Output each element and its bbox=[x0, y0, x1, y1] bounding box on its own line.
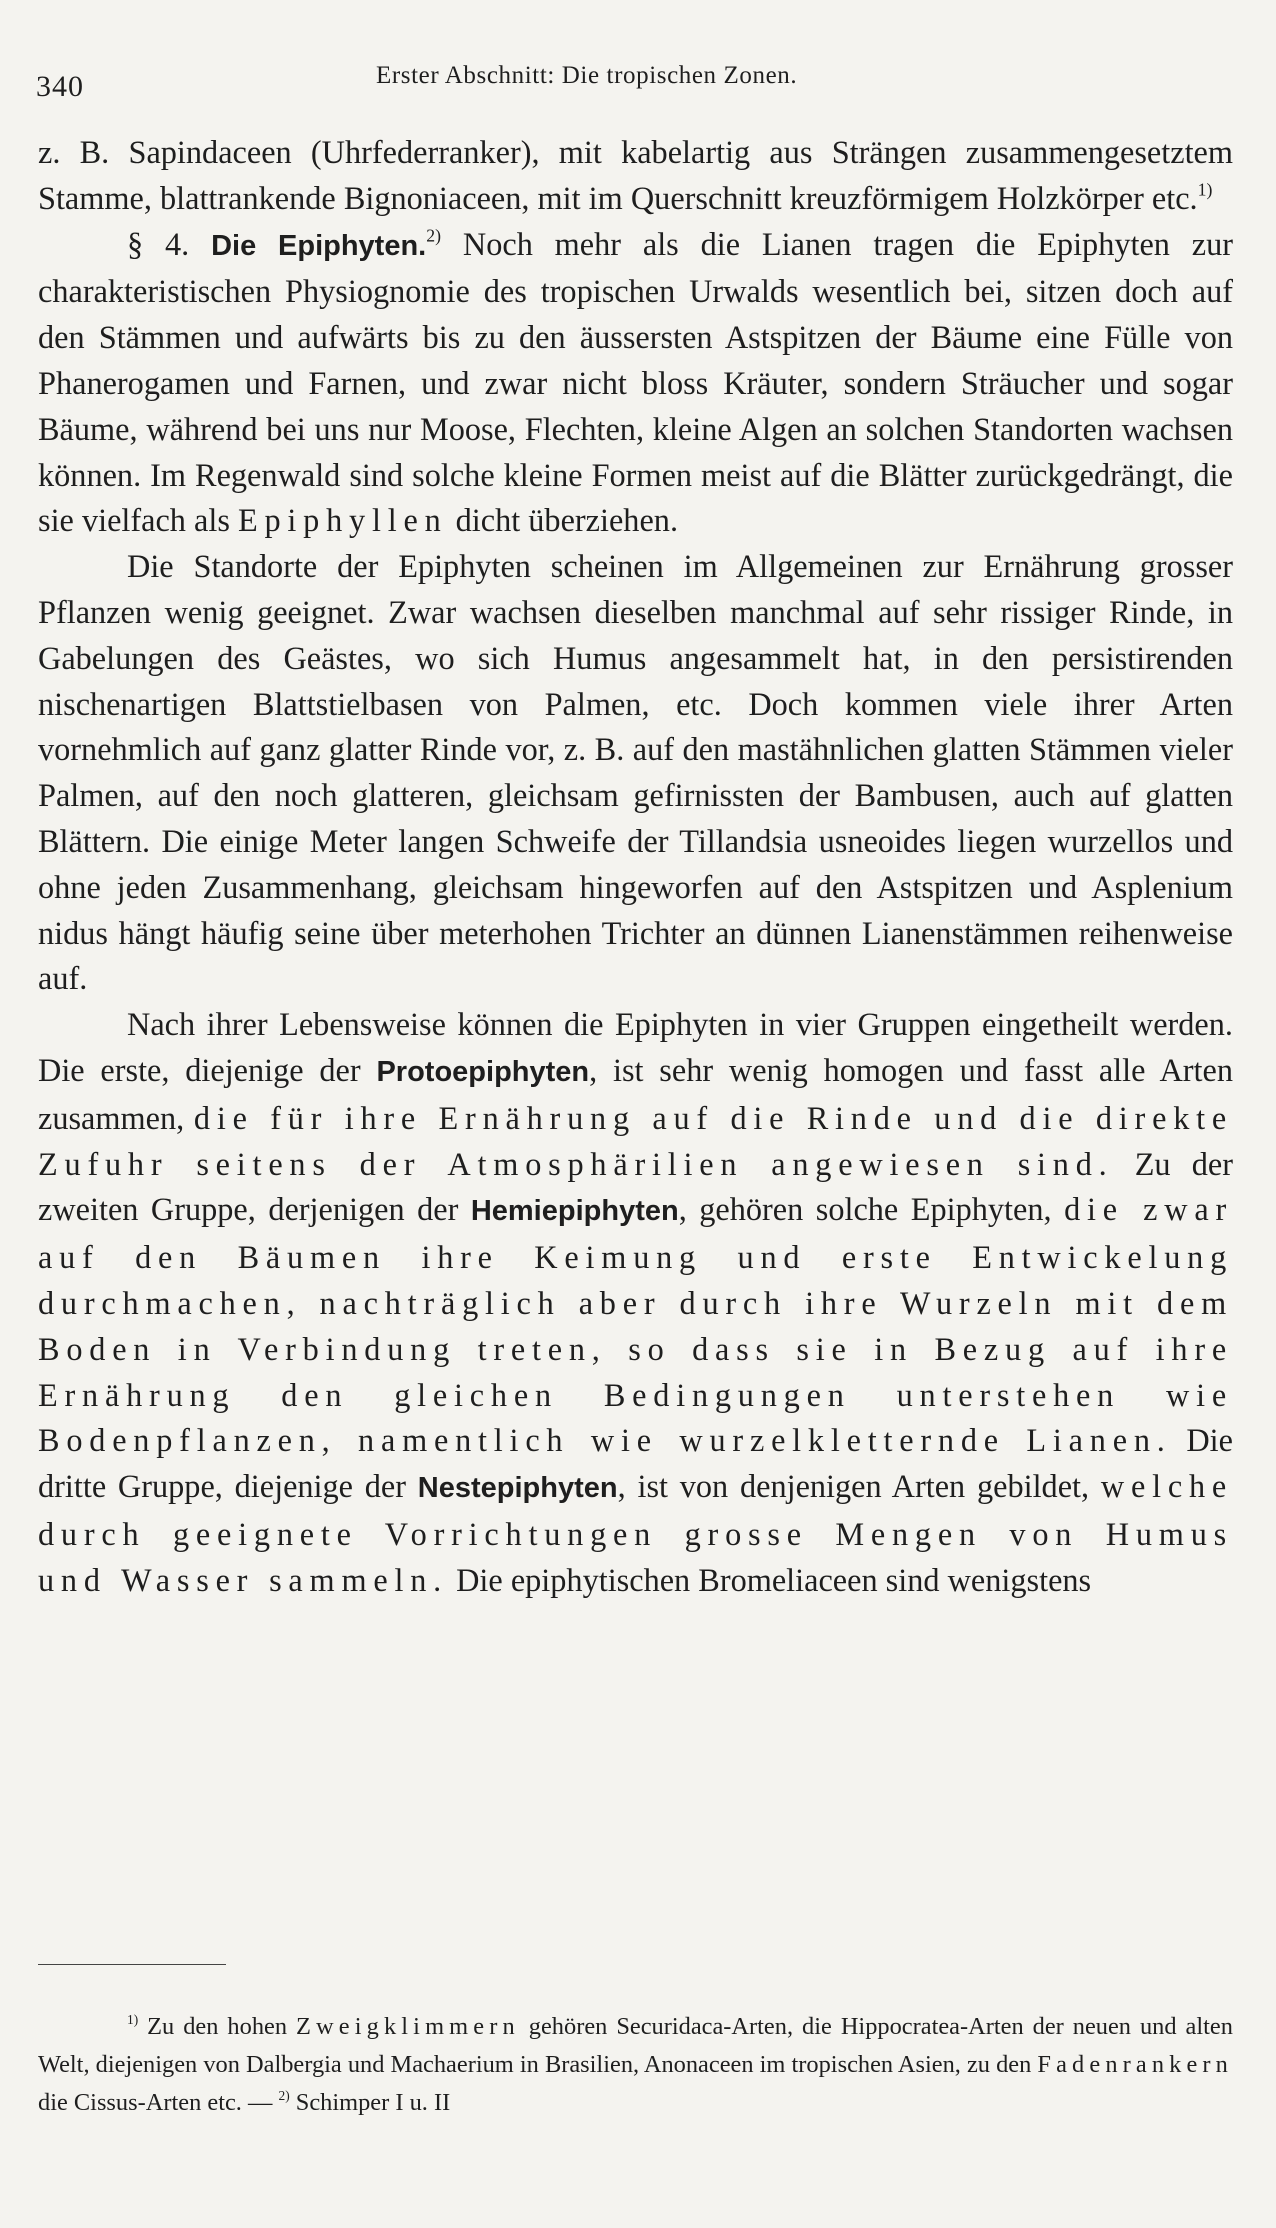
footnotes bbox=[38, 2008, 1233, 2122]
p4-spaced-1: die für ihre Ernährung auf die Rinde und die direkte Zufuhr seitens der Atmosphärilien angewiesen sind. bbox=[38, 1099, 1233, 1182]
footnote-ref-2: 2) bbox=[426, 225, 442, 246]
body-text bbox=[38, 130, 1233, 1604]
term-hemiepiphyten: Hemiepiphyten bbox=[470, 1195, 679, 1228]
p4-text-3: Zu der zweiten Gruppe, derjenigen der bbox=[38, 1145, 1233, 1228]
running-head: Erster Abschnitt: Die tropischen Zonen. bbox=[376, 62, 798, 89]
p4-text-7: Die epiphytischen Bromeliaceen sind wenigstens bbox=[456, 1561, 1092, 1598]
paragraph-2-text-a: Noch mehr als die Lianen tragen die Epiphyten zur charakteristischen Physiognomie des tropischen Urwalds wesentlich bei, sitzen doch auf den Stämmen und aufwärts bis zu den äussersten Astspitzen der Bäume eine Fülle von Phanerogamen und Farnen, und zwar nicht bloss Kräuter, sondern Sträucher und sogar Bäume, während bei uns nur Moose, Flechten, kleine Algen an solchen Standorten wachsen können. Im Regenwald sind solche kleine Formen meist auf die Blätter zurückgedrängt, die sie vielfach als bbox=[38, 225, 1234, 539]
p4-text-2: , ist sehr wenig homogen und fasst alle Arten zusammen, bbox=[38, 1051, 1233, 1136]
paragraph-2 bbox=[38, 222, 1233, 545]
p4-text-4: , gehören solche Epiphyten, bbox=[678, 1191, 1052, 1228]
term-zweigklimmern: Zweigklimmern bbox=[296, 2013, 520, 2040]
paragraph-1-text: z. B. Sapindaceen (Uhrfederranker), mit kabelartig aus Strängen zusammengesetztem Stamme, blattrankende Bignoniaceen, mit im Querschnitt kreuzförmigem Holzkörper etc. bbox=[38, 134, 1233, 216]
footnote-ref-1: 1) bbox=[1197, 179, 1213, 200]
paragraph-4 bbox=[38, 1002, 1233, 1603]
paragraph-3: Die Standorte der Epiphyten scheinen im Allgemeinen zur Ernährung grosser Pflanzen wenig geeignet. Zwar wachsen dieselben manchmal auf sehr rissiger Rinde, in Gabelungen des Geästes, wo sich Humus angesammelt hat, in den persistirenden nischenartigen Blattstielbasen von Palmen, etc. Doch kommen viele ihrer Arten vornehmlich auf ganz glatter Rinde vor, z. B. auf den mastähnlichen glatten Stämmen vieler Palmen, auf den noch glatteren, gleichsam gefirnissten der Bambusen, auch auf glatten Blättern. Die einige Meter langen Schweife der Tillandsia usneoides liegen wurzellos und ohne jeden Zusammenhang, gleichsam hingeworfen auf den Astspitzen und Asplenium nidus hängt häufig seine über meterhohen Trichter an dünnen Lianenstämmen reihenweise auf. bbox=[38, 548, 1233, 997]
page-number: 340 bbox=[36, 70, 84, 103]
footnote-2-mark: 2) bbox=[278, 2087, 290, 2103]
term-nestepiphyten: Nestepiphyten bbox=[417, 1472, 618, 1505]
section-heading: Die Epiphyten. bbox=[211, 229, 427, 262]
footnote-1-text-a: Zu den hohen bbox=[147, 2013, 288, 2040]
term-fadenrankern: Fadenrankern bbox=[1037, 2051, 1233, 2078]
p4-text-5: Die dritte Gruppe, diejenige der bbox=[38, 1422, 1233, 1505]
term-epiphyllen: Epiphyllen bbox=[237, 502, 448, 539]
p4-text-1: Nach ihrer Lebensweise können die Epiphyten in vier Gruppen eingetheilt werden. Die erste, diejenige der bbox=[38, 1006, 1233, 1088]
footnote-2-text: Schimper I u. II bbox=[295, 2089, 451, 2116]
paragraph-2-text-b: dicht überziehen. bbox=[455, 502, 679, 539]
term-protoepiphyten: Protoepiphyten bbox=[376, 1055, 590, 1088]
footnote-1-text-c: die Cissus-Arten etc. — bbox=[38, 2089, 273, 2116]
p4-spaced-3: welche durch geeignete Vorrichtungen grosse Mengen von Humus und Wasser sammeln. bbox=[38, 1468, 1234, 1598]
footnote-1-text-b: gehören Securidaca-Arten, die Hippocratea-Arten der neuen und alten Welt, diejenigen von Dalbergia und Machaerium in Brasilien, Anonaceen im tropischen Asien, zu den bbox=[38, 2013, 1233, 2078]
page-header bbox=[36, 62, 1240, 106]
p4-text-6: , ist von denjenigen Arten gebildet, bbox=[617, 1468, 1090, 1505]
footnote-divider bbox=[38, 1964, 226, 1965]
footnote-1-mark: 1) bbox=[127, 2011, 139, 2027]
section-mark: § 4. bbox=[127, 225, 190, 262]
p4-spaced-2: die zwar auf den Bäumen ihre Keimung und erste Entwickelung durchmachen, nachträglich aber durch ihre Wurzeln mit dem Boden in Verbindung treten, so dass sie in Bezug auf ihre Ernährung den gleichen Bedingungen unterstehen wie Bodenpflanzen, namentlich wie wurzelkletternde Lianen. bbox=[38, 1191, 1234, 1459]
paragraph-1 bbox=[38, 130, 1233, 222]
footnote-1 bbox=[38, 2008, 1233, 2122]
